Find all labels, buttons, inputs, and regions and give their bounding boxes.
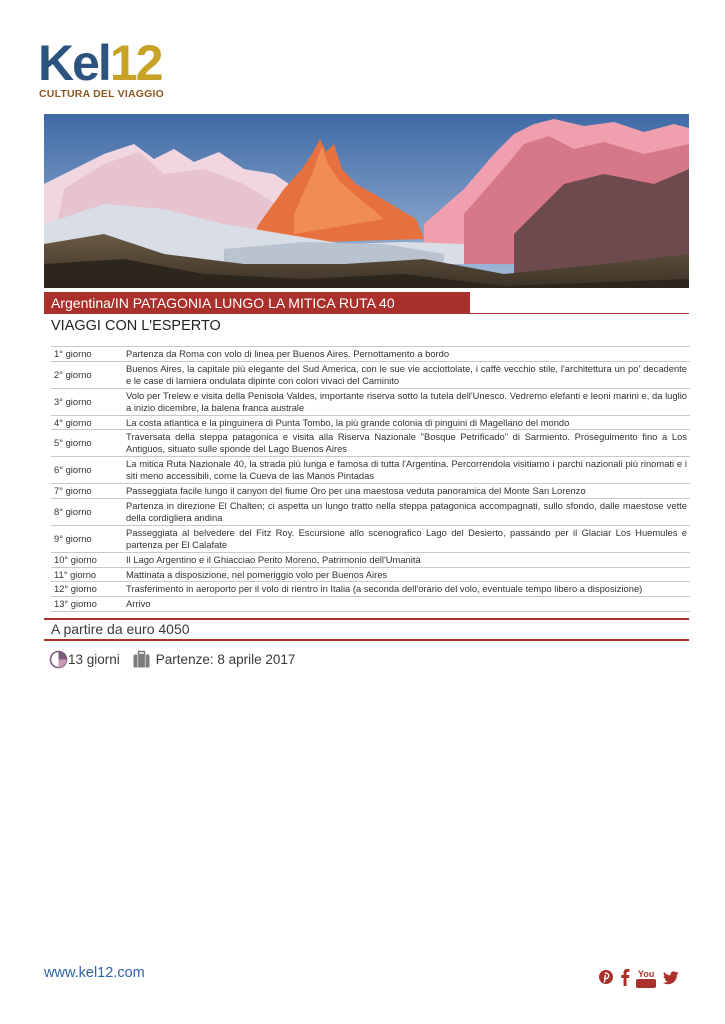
day-label: 2° giorno [51, 361, 123, 388]
table-row [51, 597, 690, 612]
departures-text: Partenze: 8 aprile 2017 [155, 651, 296, 667]
day-description: Partenza in direzione El Chalten; ci aspetta un lungo tratto nella steppa patagonica accompagnati, sullo sfondo, dalle maestose vette della cordigliera andina [123, 498, 690, 525]
table-row [51, 457, 690, 484]
table-row [51, 498, 690, 525]
day-label: 7° giorno [51, 484, 123, 499]
suitcase-icon [132, 650, 151, 669]
day-description: Passeggiata al belvedere del Fitz Roy. Escursione allo scenografico Lago del Desierto, passando per il Glaciar Los Huemules e partenza per El Calafate [123, 525, 690, 552]
price-divider-bottom [44, 639, 689, 641]
logo-tagline: CULTURA DEL VIAGGIO [39, 88, 164, 100]
day-label: 12° giorno [51, 582, 123, 597]
day-label: 13° giorno [51, 597, 123, 612]
pinterest-icon[interactable] [598, 969, 614, 989]
day-label: 3° giorno [51, 388, 123, 415]
table-row [51, 484, 690, 499]
day-label: 1° giorno [51, 347, 123, 362]
day-label: 5° giorno [51, 430, 123, 457]
table-row [51, 567, 690, 582]
day-description: Volo per Trelew e visita della Penisola Valdes, importante riserva sotto la tutela dell'Unesco. Vedremo elefanti e leoni marini e, da luglio a inizio dicembre, la balena franca australe [123, 388, 690, 415]
day-description: Traversata della steppa patagonica e visita alla Riserva Nazionale "Bosque Petrificado" di Sarmiento. Proseguimento fino a Los Antiguos, situato sulle sponde del Lago Buenos Aires [123, 430, 690, 457]
banner-photo [44, 114, 689, 288]
table-row [51, 361, 690, 388]
day-label: 4° giorno [51, 415, 123, 430]
table-row [51, 388, 690, 415]
price-divider-top [44, 618, 689, 620]
day-description: Il Lago Argentino e il Ghiacciao Perito Moreno, Patrimonio dell'Umanità [123, 552, 690, 567]
table-row [51, 552, 690, 567]
twitter-icon[interactable] [663, 970, 679, 989]
trip-details [49, 648, 295, 670]
itinerary-table [51, 346, 690, 612]
facebook-icon[interactable] [619, 968, 631, 990]
table-row [51, 430, 690, 457]
day-description: Partenza da Roma con volo di linea per Buenos Aires. Pernottamento a bordo [123, 347, 690, 362]
day-description: Mattinata a disposizione, nel pomeriggio volo per Buenos Aires [123, 567, 690, 582]
trip-subtitle: VIAGGI CON L'ESPERTO [51, 318, 221, 334]
youtube-box [636, 979, 656, 988]
table-row [51, 582, 690, 597]
day-description: Passeggiata facile lungo il canyon del fiume Oro per una maestosa veduta panoramica del Monte San Lorenzo [123, 484, 690, 499]
social-links [598, 968, 679, 990]
logo-wordmark [38, 35, 162, 91]
youtube-icon[interactable] [636, 970, 658, 988]
title-divider [470, 313, 689, 314]
day-label: 9° giorno [51, 525, 123, 552]
day-label: 11° giorno [51, 567, 123, 582]
brand-logo[interactable] [38, 35, 164, 100]
duration-text: 13 giorni [68, 651, 120, 667]
table-row [51, 347, 690, 362]
day-label: 6° giorno [51, 457, 123, 484]
clock-icon [49, 650, 68, 669]
table-row [51, 525, 690, 552]
table-row [51, 415, 690, 430]
day-label: 10° giorno [51, 552, 123, 567]
logo-kel: Kel [38, 35, 110, 91]
day-description: La mitica Ruta Nazionale 40, la strada più lunga e famosa di tutta l'Argentina. Percorrendola visitiamo i parchi nazionali più rinomati e i siti meno accessibili, come la Cueva de las Manos Pintadas [123, 457, 690, 484]
website-link[interactable]: www.kel12.com [44, 965, 145, 981]
day-label: 8° giorno [51, 498, 123, 525]
day-description: La costa atlantica e la pinguinera di Punta Tombo, la più grande colonia di pinguini di Magellano del mondo [123, 415, 690, 430]
day-description: Trasferimento in aeroporto per il volo di rientro in Italia (a seconda dell'orario del volo, eventuale tempo libero a disposizione) [123, 582, 690, 597]
day-description: Buenos Aires, la capitale più elegante del Sud America, con le sue vie acciottolate, i caffè vecchio stile, l'architettura un po' decadente e le case di lamiera ondulata dipinte con colori vivaci del Caminito [123, 361, 690, 388]
youtube-label: You [638, 969, 655, 979]
trip-title: Argentina/IN PATAGONIA LUNGO LA MITICA RUTA 40 [44, 292, 470, 314]
mountain-photo-icon [44, 114, 689, 288]
day-description: Arrivo [123, 597, 690, 612]
price-label: A partire da euro 4050 [51, 621, 190, 637]
logo-number: 12 [109, 35, 162, 91]
